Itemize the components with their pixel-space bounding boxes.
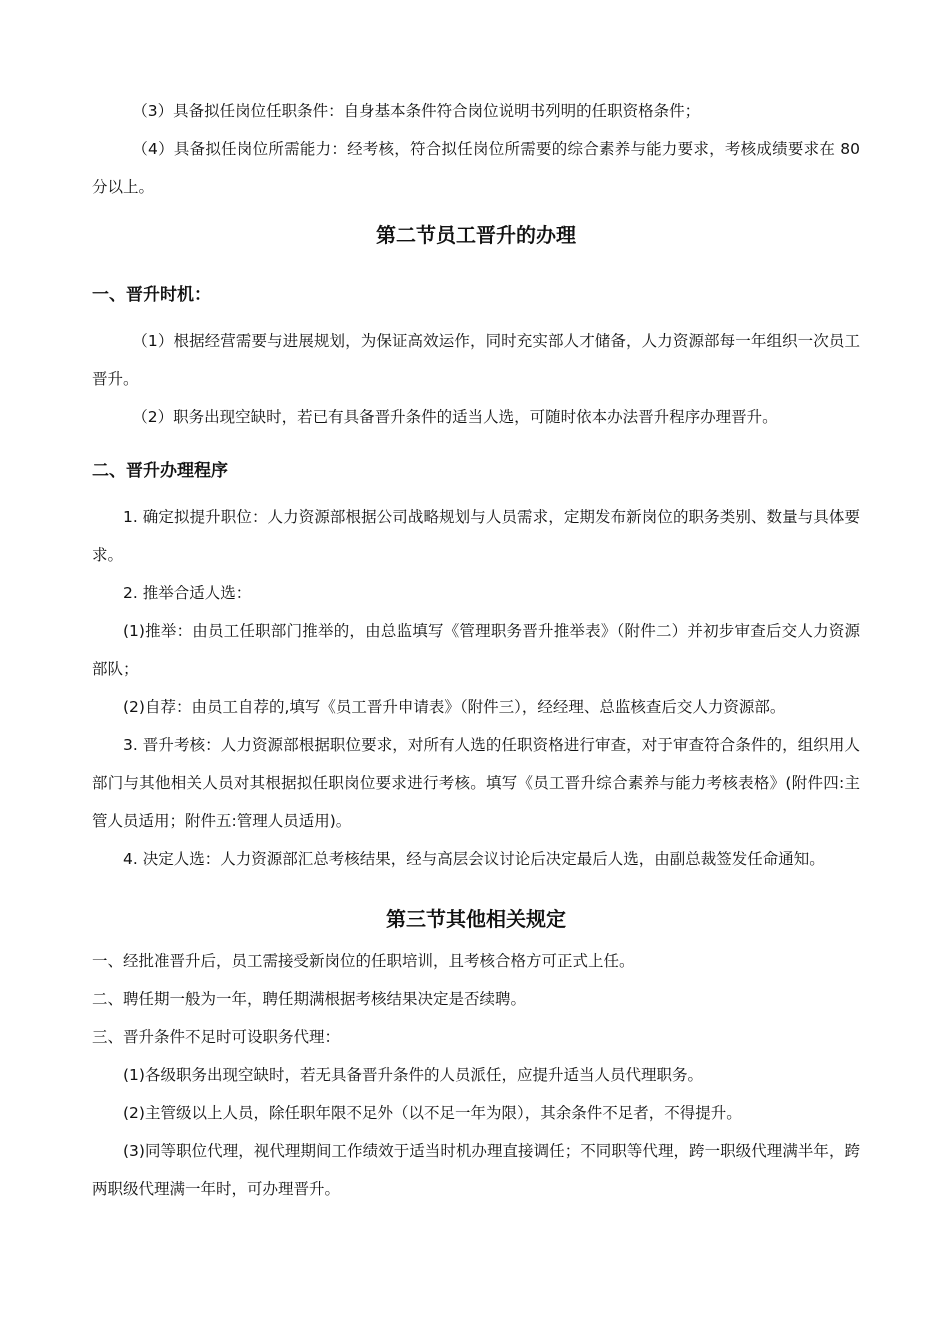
paragraph-rule-3-3: (3)同等职位代理，视代理期间工作绩效于适当时机办理直接调任；不同职等代理，跨一职级代理满半年，跨两职级代理满一年时，可办理晋升。 [92,1142,860,1198]
heading-promotion-procedure: 二、晋升办理程序 [92,461,228,481]
paragraph-condition-4: （4）具备拟任岗位所需能力：经考核，符合拟任岗位所需要的综合素养与能力要求，考核成绩要求在 80 分以上。 [92,140,860,196]
document-page [92,92,860,1208]
heading-promotion-timing: 一、晋升时机： [92,285,211,305]
paragraph-procedure-2: 2. 推举合适人选： [123,584,252,602]
paragraph-rule-3: 三、晋升条件不足时可设职务代理： [92,1028,341,1046]
section-title-2: 第二节员工晋升的办理 [376,223,576,247]
paragraph-procedure-2-1: (1)推举：由员工任职部门推举的，由总监填写《管理职务晋升推举表》（附件二）并初步审查后交人力资源部队； [92,622,860,678]
paragraph-timing-1: （1）根据经营需要与进展规划，为保证高效运作，同时充实部人才储备，人力资源部每一年组织一次员工晋升。 [92,332,860,388]
paragraph-rule-3-1: (1)各级职务出现空缺时，若无具备晋升条件的人员派任，应提升适当人员代理职务。 [123,1066,703,1084]
paragraph-rule-1: 一、经批准晋升后，员工需接受新岗位的任职培训，且考核合格方可正式上任。 [92,952,635,970]
paragraph-procedure-3: 3. 晋升考核：人力资源部根据职位要求，对所有人选的任职资格进行审查，对于审查符合条件的，组织用人部门与其他相关人员对其根据拟任职岗位要求进行考核。填写《员工晋升综合素养与能力考核表格》(附件四:主管人员适用；附件五:管理人员适用)。 [92,736,860,830]
paragraph-timing-2: （2）职务出现空缺时，若已有具备晋升条件的适当人选，可随时依本办法晋升程序办理晋升。 [132,408,778,426]
paragraph-rule-2: 二、聘任期一般为一年，聘任期满根据考核结果决定是否续聘。 [92,990,527,1008]
section-title-3: 第三节其他相关规定 [386,907,566,931]
paragraph-procedure-1: 1. 确定拟提升职位：人力资源部根据公司战略规划与人员需求，定期发布新岗位的职务类别、数量与具体要求。 [92,508,860,564]
paragraph-procedure-4: 4. 决定人选：人力资源部汇总考核结果，经与高层会议讨论后决定最后人选，由副总裁签发任命通知。 [123,850,825,868]
paragraph-procedure-2-2: (2)自荐：由员工自荐的,填写《员工晋升申请表》（附件三），经经理、总监核查后交人力资源部。 [123,698,786,716]
paragraph-rule-3-2: (2)主管级以上人员，除任职年限不足外（以不足一年为限），其余条件不足者，不得提升。 [123,1104,742,1122]
paragraph-condition-3: （3）具备拟任岗位任职条件：自身基本条件符合岗位说明书列明的任职资格条件； [132,102,701,120]
